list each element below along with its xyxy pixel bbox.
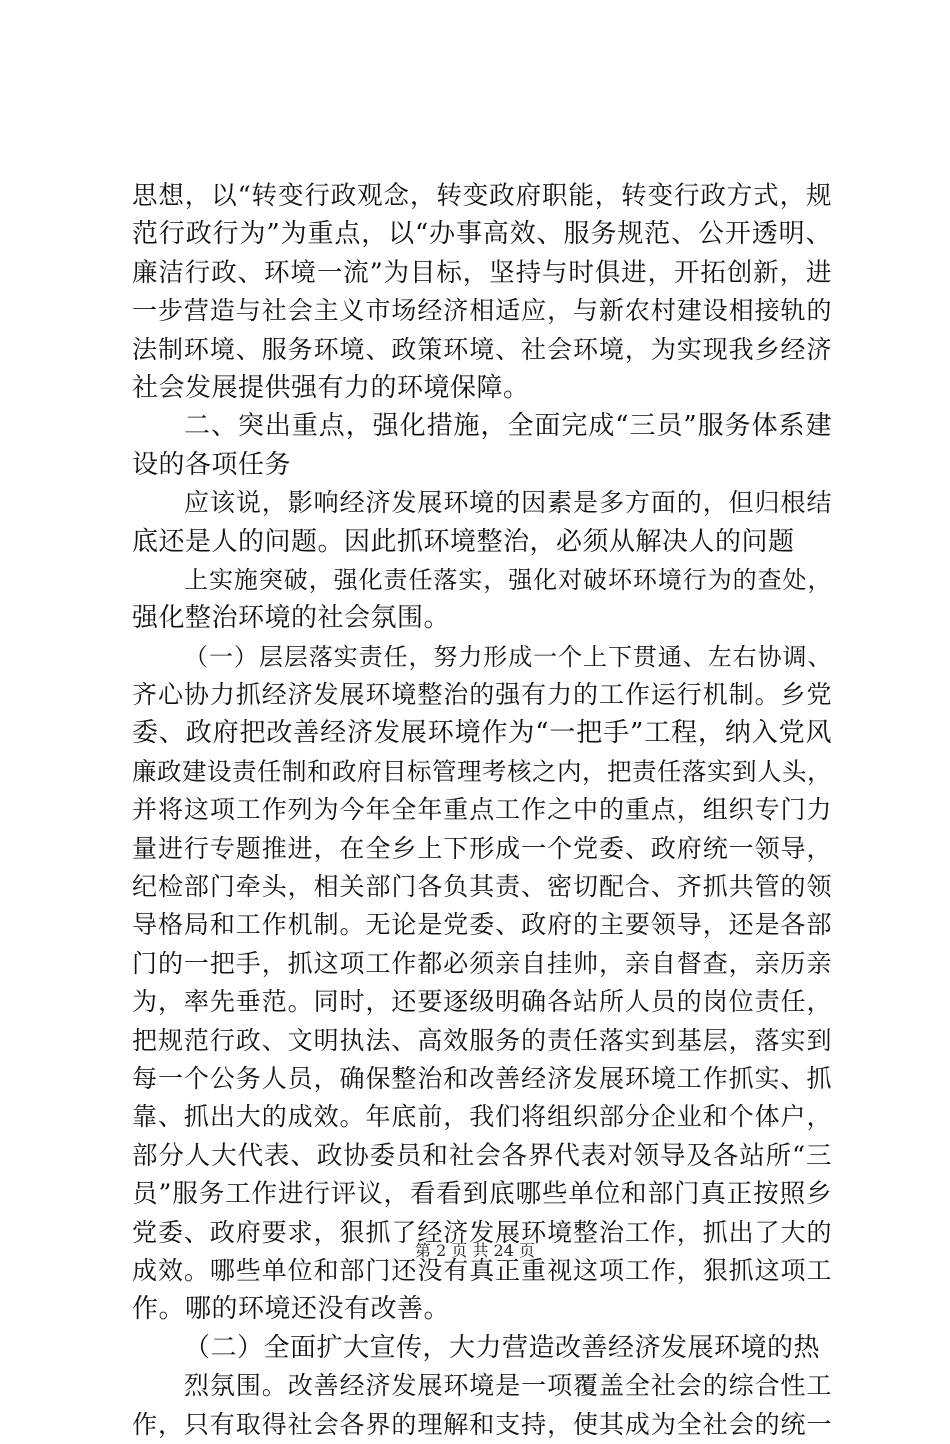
text-line: 一步营造与社会主义市场经济相适应，与新农村建设相接轨的 (132, 296, 832, 326)
text-line: 上实施突破，强化责任落实，强化对破坏环境行为的查处， (184, 565, 832, 594)
text-line: 烈氛围。改善经济发展环境是一项覆盖全社会的综合性工 (184, 1371, 832, 1401)
text-line: 作，只有取得社会各界的理解和支持，使其成为全社会的统一 (132, 1409, 832, 1439)
text-line: 门的一把手，抓这项工作都必须亲自挂帅，亲自督查，亲历亲 (132, 948, 832, 978)
text-line: 部分人大代表、政协委员和社会各界代表对领导及各站所“三 (132, 1140, 832, 1171)
text-line: 思想，以“转变行政观念，转变政府职能，转变行政方式，规 (132, 181, 832, 211)
text-line: 纪检部门牵头，相关部门各负其责、密切配合、齐抓共管的领 (132, 872, 832, 902)
text-line: 范行政行为”为重点，以“办事高效、服务规范、公开透明、 (132, 219, 832, 250)
text-line: 员”服务工作进行评议，看看到底哪些单位和部门真正按照乡 (132, 1179, 832, 1210)
text-line: 强化整治环境的社会氛围。 (132, 603, 451, 634)
text-line: 靠、抓出大的成效。年底前，我们将组织部分企业和个体户， (132, 1102, 832, 1132)
text-line: 应该说，影响经济发展环境的因素是多方面的，但归根结 (184, 488, 832, 518)
text-line: 廉政建设责任制和政府目标管理考核之内，把责任落实到人头， (132, 756, 832, 786)
subsection-heading: （二）全面扩大宣传，大力营造改善经济发展环境的热 (184, 1332, 821, 1363)
text-line: 把规范行政、文明执法、高效服务的责任落实到基层，落实到 (132, 1025, 832, 1055)
text-line: 作。哪的环境还没有改善。 (132, 1294, 451, 1325)
section-heading: 设的各项任务 (132, 449, 292, 480)
section-heading: 二、突出重点，强化措施，全面完成“三员”服务体系建 (184, 411, 832, 442)
text-line: 委、政府把改善经济发展环境作为“一把手”工程，纳入党风 (132, 718, 832, 749)
text-line: 成效。哪些单位和部门还没有真正重视这项工作，狠抓这项工 (132, 1255, 832, 1285)
text-line: 廉洁行政、环境一流”为目标，坚持与时俱进，开拓创新，进 (132, 257, 832, 288)
text-line: 社会发展提供强有力的环境保障。 (132, 372, 530, 403)
text-line: 并将这项工作列为今年全年重点工作之中的重点，组织专门力 (132, 795, 832, 825)
text-line: 齐心协力抓经济发展环境整治的强有力的工作运行机制。乡党 (132, 680, 832, 710)
text-line: 党委、政府要求，狠抓了经济发展环境整治工作，抓出了大的 (132, 1217, 832, 1247)
page-number-footer: 第 2 页 共 24 页 (415, 1241, 535, 1260)
text-line: 为，率先垂范。同时，还要逐级明确各站所人员的岗位责任， (132, 987, 832, 1017)
text-line: 法制环境、服务环境、政策环境、社会环境，为实现我乡经济 (132, 334, 832, 364)
text-line: 导格局和工作机制。无论是党委、政府的主要领导，还是各部 (132, 910, 832, 940)
text-line: 量进行专题推进，在全乡上下形成一个党委、政府统一领导， (132, 833, 832, 863)
text-line: 每一个公务人员，确保整治和改善经济发展环境工作抓实、抓 (132, 1063, 832, 1093)
text-line: 底还是人的问题。因此抓环境整治，必须从解决人的问题 (132, 526, 795, 557)
subsection-heading: （一）层层落实责任，努力形成一个上下贯通、左右协调、 (184, 642, 832, 671)
